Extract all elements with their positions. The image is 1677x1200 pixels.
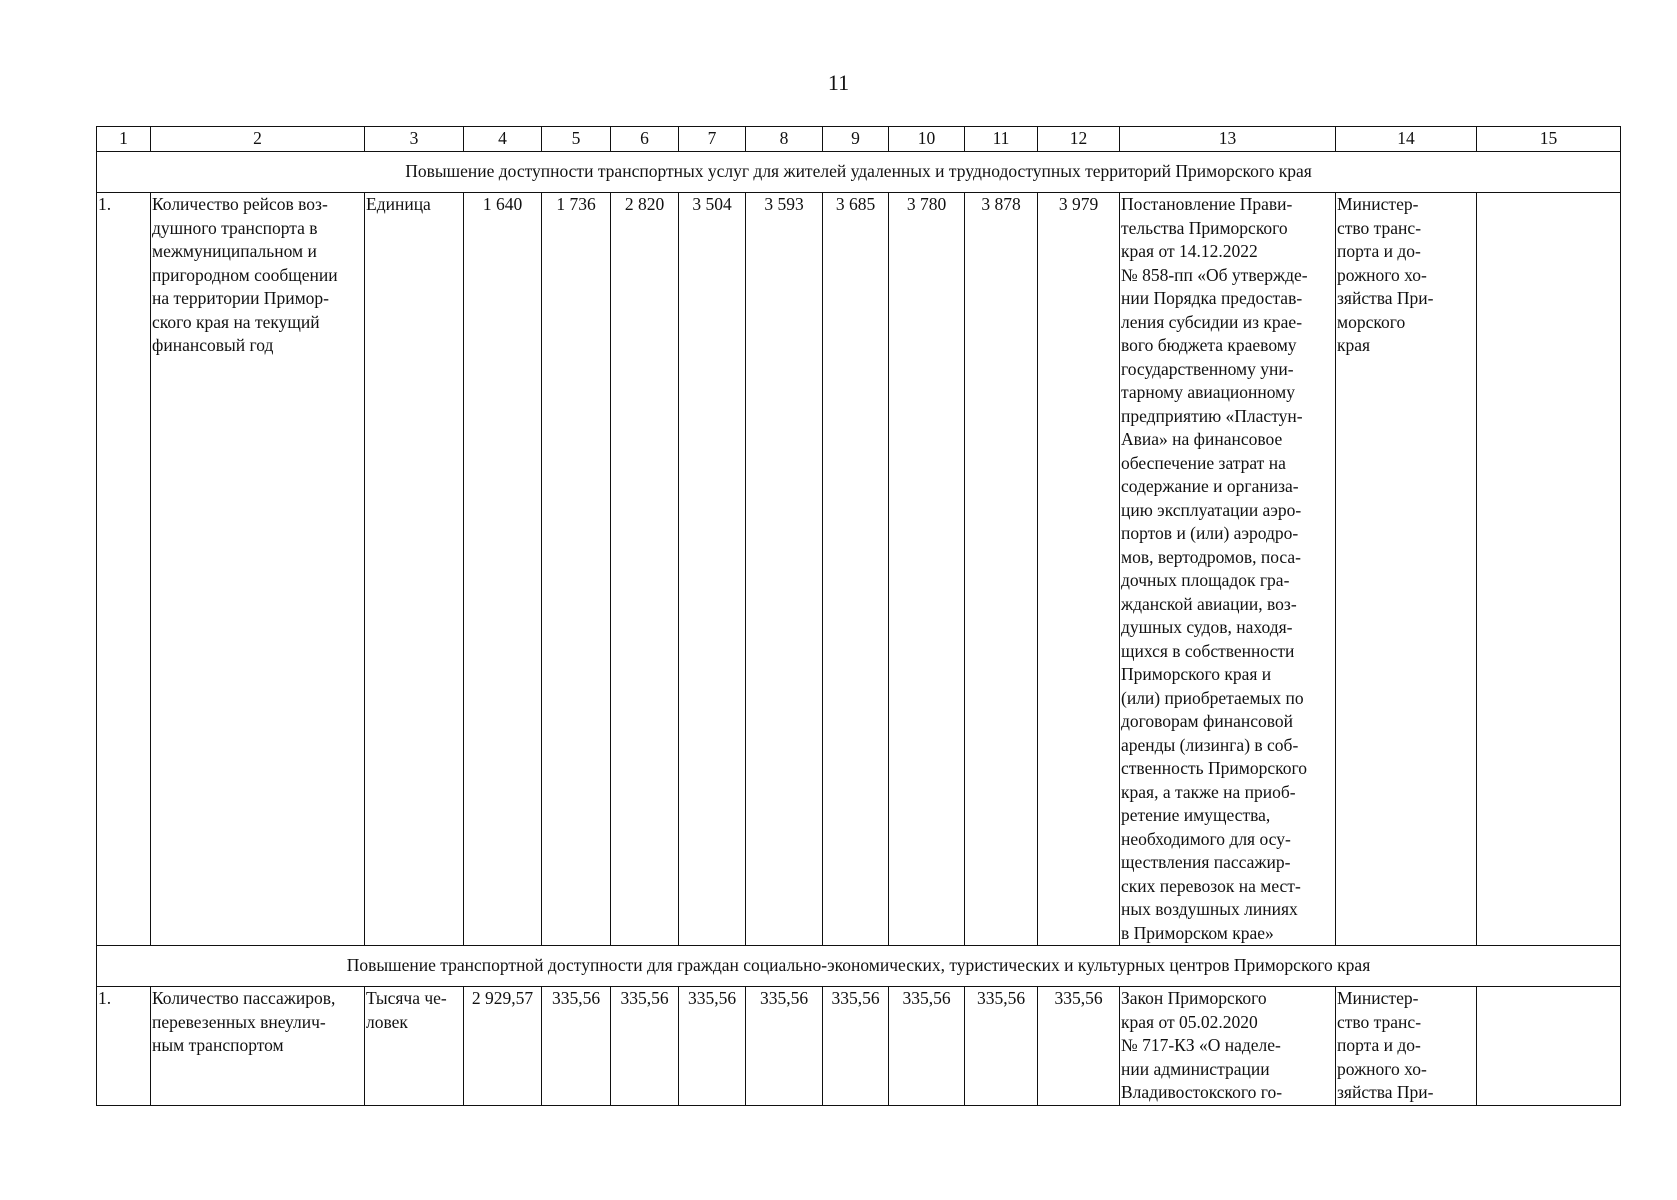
- empty-cell: [1477, 193, 1621, 946]
- column-header: 10: [889, 127, 965, 152]
- responsible-body: Министер- ство транс- порта и до- рожного хо- зяйства При- морского края: [1336, 193, 1477, 946]
- value-cell: 335,56: [542, 987, 611, 1106]
- value-cell: 2 929,57: [464, 987, 542, 1106]
- section-title: Повышение доступности транспортных услуг для жителей удаленных и труднодоступных территорий Приморского края: [97, 152, 1621, 193]
- section-title: Повышение транспортной доступности для граждан социально-экономических, туристических и культурных центров Приморского края: [97, 946, 1621, 987]
- value-cell: 3 878: [965, 193, 1038, 946]
- value-cell: 335,56: [965, 987, 1038, 1106]
- value-cell: 335,56: [611, 987, 679, 1106]
- column-header: 2: [151, 127, 365, 152]
- unit-of-measure: Тысяча че- ловек: [365, 987, 464, 1106]
- value-cell: 3 593: [746, 193, 823, 946]
- empty-cell: [1477, 987, 1621, 1106]
- value-cell: 1 736: [542, 193, 611, 946]
- column-header: 12: [1038, 127, 1120, 152]
- value-cell: 335,56: [746, 987, 823, 1106]
- column-header: 11: [965, 127, 1038, 152]
- column-number-row: [97, 127, 1621, 152]
- indicator-name: Количество пассажиров, перевезенных внеулич- ным транспортом: [151, 987, 365, 1106]
- table-row: [97, 193, 1621, 946]
- column-header: 1: [97, 127, 151, 152]
- row-number: 1.: [97, 193, 151, 946]
- value-cell: 3 979: [1038, 193, 1120, 946]
- value-cell: 335,56: [679, 987, 746, 1106]
- page-number: 11: [827, 70, 850, 95]
- column-header: 8: [746, 127, 823, 152]
- indicator-name: Количество рейсов воз- душного транспорта в межмуниципальном и пригородном сообщении на территории Примор- ского края на текущий финансовый год: [151, 193, 365, 946]
- column-header: 3: [365, 127, 464, 152]
- section-heading-row: [97, 152, 1621, 193]
- column-header: 13: [1120, 127, 1336, 152]
- column-header: 15: [1477, 127, 1621, 152]
- value-cell: 335,56: [823, 987, 889, 1106]
- column-header: 9: [823, 127, 889, 152]
- value-cell: 3 780: [889, 193, 965, 946]
- value-cell: 1 640: [464, 193, 542, 946]
- row-number: 1.: [97, 987, 151, 1106]
- column-header: 4: [464, 127, 542, 152]
- value-cell: 3 685: [823, 193, 889, 946]
- column-header: 5: [542, 127, 611, 152]
- indicators-table: [96, 126, 1621, 1106]
- value-cell: 3 504: [679, 193, 746, 946]
- unit-of-measure: Единица: [365, 193, 464, 946]
- table-row: [97, 987, 1621, 1106]
- value-cell: 335,56: [1038, 987, 1120, 1106]
- responsible-body: Министер- ство транс- порта и до- рожного хо- зяйства При-: [1336, 987, 1477, 1106]
- column-header: 7: [679, 127, 746, 152]
- section-heading-row: [97, 946, 1621, 987]
- legal-document: Закон Приморского края от 05.02.2020 № 717-КЗ «О наделе- нии администрации Владивостокского го-: [1120, 987, 1336, 1106]
- value-cell: 335,56: [889, 987, 965, 1106]
- column-header: 6: [611, 127, 679, 152]
- column-header: 14: [1336, 127, 1477, 152]
- value-cell: 2 820: [611, 193, 679, 946]
- legal-document: Постановление Прави- тельства Приморского края от 14.12.2022 № 858-пп «Об утвержде- нии Порядка предостав- ления субсидии из крае- вого бюджета краевому государственному уни- тарному авиационному предприятию «Пластун- Авиа» на финансовое обеспечение затрат на содержание и организа- цию эксплуатации аэро- портов и (или) аэродро- мов, вертодромов, поса- дочных площадок гра- жданской авиации, воз- душных судов, находя- щихся в собственности Приморского края и (или) приобретаемых по договорам финансовой аренды (лизинга) в соб- ственность Приморского края, а также на приоб- ретение имущества, необходимого для осу- ществления пассажир- ских перевозок на мест- ных воздушных линиях в Приморском крае»: [1120, 193, 1336, 946]
